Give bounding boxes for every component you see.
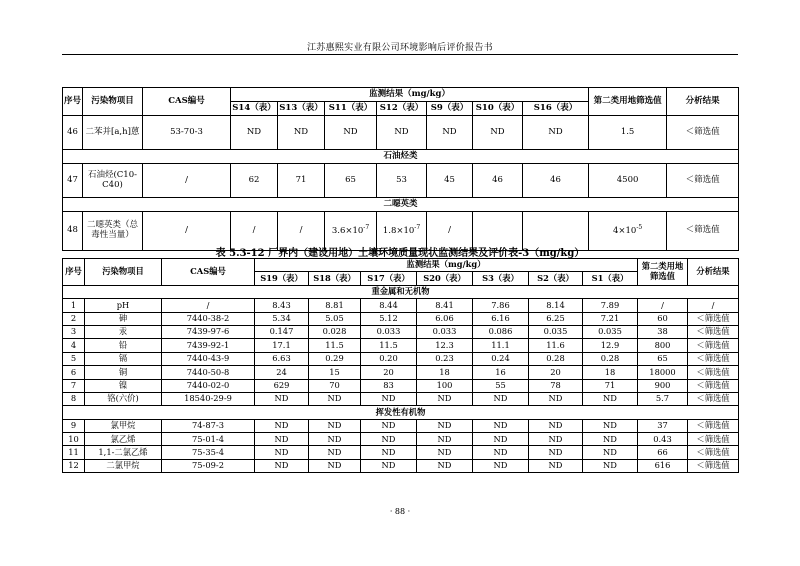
col-screen: 第二类用地筛选值	[589, 88, 667, 116]
col-monitor: 监测结果（mg/kg）	[255, 259, 638, 272]
col-sample: S17（表）	[361, 272, 417, 285]
metal-rows	[63, 299, 739, 406]
table-title: 表 5.3-12 厂界内（建设用地）土壤环境质量现状监测结果及评价表-3（mg/kg）	[215, 248, 585, 259]
table-row: 7 镍 7440-02-0 629 70 83 100 55 78 71 900 ＜筛选值	[63, 379, 739, 392]
table-row: 11 1,1-二氯乙烯 75-35-4 ND ND ND ND ND ND ND 66 ＜筛选值	[63, 446, 739, 459]
col-sample: S11（表）	[325, 102, 377, 116]
table-continued	[62, 87, 739, 251]
table-row: 10 氯乙烯 75-01-4 ND ND ND ND ND ND ND 0.43 ＜筛选值	[63, 433, 739, 446]
table-row: 2 砷 7440-38-2 5.34 5.05 5.12 6.06 6.16 6.25 7.21 60 ＜筛选值	[63, 312, 739, 325]
col-sample: S1（表）	[583, 272, 638, 285]
table-row: 4 铅 7439-92-1 17.1 11.5 11.5 12.3 11.1 11.6 12.9 800 ＜筛选值	[63, 339, 739, 352]
table-row: 47 石油烃(C10-C40) / 62 71 65 53 45 46 46 4500 ＜筛选值	[63, 164, 739, 198]
col-monitor: 监测结果（mg/kg）	[231, 88, 589, 102]
col-sample: S16（表）	[523, 102, 589, 116]
col-sample: S12（表）	[377, 102, 427, 116]
page-number: · 88 ·	[389, 507, 411, 516]
col-screen: 第二类用地筛选值	[638, 259, 688, 286]
table-row: 1 pH / 8.43 8.81 8.44 8.41 7.86 8.14 7.89 / /	[63, 299, 739, 312]
report-header: 江苏惠熙实业有限公司环境影响后评价报告书	[306, 43, 493, 53]
table-row: 6 铜 7440-50-8 24 15 20 18 16 20 18 18000 ＜筛选值	[63, 366, 739, 379]
col-sample: S13（表）	[278, 102, 325, 116]
header-divider	[62, 54, 738, 55]
voc-rows	[63, 419, 739, 473]
table-row: 9 氯甲烷 74-87-3 ND ND ND ND ND ND ND 37 ＜筛选值	[63, 419, 739, 432]
col-sample: S3（表）	[473, 272, 529, 285]
col-sample: S9（表）	[427, 102, 473, 116]
col-sample: S19（表）	[255, 272, 309, 285]
table-row: 3 汞 7439-97-6 0.147 0.028 0.033 0.033 0.086 0.035 0.035 38 ＜筛选值	[63, 325, 739, 338]
col-pollutant: 污染物项目	[83, 88, 143, 116]
col-sample: S18（表）	[309, 272, 361, 285]
col-cas: CAS编号	[143, 88, 231, 116]
col-analysis: 分析结果	[688, 259, 739, 286]
soil-quality-table	[62, 258, 739, 473]
section-heading: 挥发性有机物	[63, 406, 739, 419]
col-sample: S20（表）	[417, 272, 473, 285]
col-sample: S2（表）	[529, 272, 583, 285]
col-seq: 序号	[63, 88, 83, 116]
section-heading: 石油烃类	[63, 150, 739, 164]
section-heading: 二噁英类	[63, 198, 739, 212]
col-sample: S10（表）	[473, 102, 523, 116]
col-pollutant: 污染物项目	[85, 259, 162, 286]
table-row: 48 二噁英类（总毒性当量） / / / $3.6\times 10^{-7}$ $1.8\times 10^{-7}$ / $4\times 10^{-5}$ ＜筛选值	[63, 212, 739, 251]
table-row: 46 二苯并[a,h]蒽 53-70-3 ND ND ND ND ND ND ND 1.5 ＜筛选值	[63, 116, 739, 150]
col-seq: 序号	[63, 259, 85, 286]
col-sample: S14（表）	[231, 102, 278, 116]
section-heading: 重金属和无机物	[63, 285, 739, 298]
table-row: 5 镉 7440-43-9 6.63 0.29 0.20 0.23 0.24 0.28 0.28 65 ＜筛选值	[63, 352, 739, 365]
col-cas: CAS编号	[162, 259, 255, 286]
table-row: 8 铬(六价) 18540-29-9 ND ND ND ND ND ND ND 5.7 ＜筛选值	[63, 392, 739, 405]
col-analysis: 分析结果	[667, 88, 739, 116]
table-row: 12 二氯甲烷 75-09-2 ND ND ND ND ND ND ND 616 ＜筛选值	[63, 459, 739, 472]
